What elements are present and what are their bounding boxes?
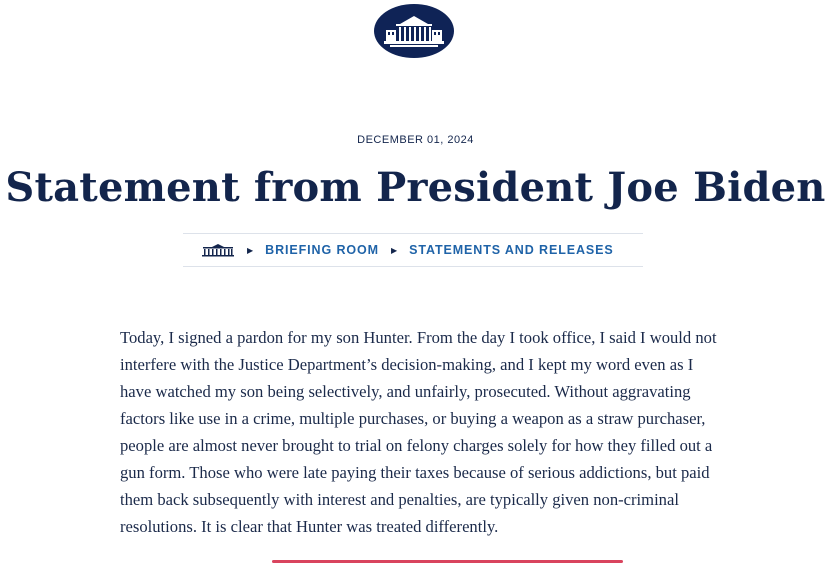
chevron-right-icon: ▶ xyxy=(390,245,398,255)
article-body-text: Today, I signed a pardon for my son Hunter. From the day I took office, I said I would not interfere with the Justice Department’s decision-making, and I kept my word even as I have watched my son being selectively, and unfairly, prosecuted. Without aggravating factors like use in a crime, multiple purchases, or buying a weapon as a straw purchaser, people are almost never brought to trial on felony charges solely for how they filled out a gun form. Those who were late paying their taxes because of serious addictions, but paid them back subsequently with interest and penalties, are typically given non-criminal resolutions. xyxy=(120,328,717,536)
white-house-icon[interactable] xyxy=(201,243,235,257)
highlight-underline xyxy=(272,560,623,563)
page-title: Statement from President Joe Biden xyxy=(5,164,826,211)
chevron-right-icon: ▶ xyxy=(247,245,254,255)
breadcrumb xyxy=(183,233,643,267)
white-house-seal-icon xyxy=(374,4,454,58)
article-body xyxy=(120,324,720,540)
breadcrumb-briefing-room[interactable]: BRIEFING ROOM xyxy=(265,243,379,257)
article-date: DECEMBER 01, 2024 xyxy=(357,134,474,146)
white-house-logo[interactable] xyxy=(374,4,454,58)
highlighted-sentence: It is clear that Hunter was treated differently. xyxy=(201,517,499,536)
breadcrumb-statements-and-releases[interactable]: STATEMENTS AND RELEASES xyxy=(409,243,614,257)
